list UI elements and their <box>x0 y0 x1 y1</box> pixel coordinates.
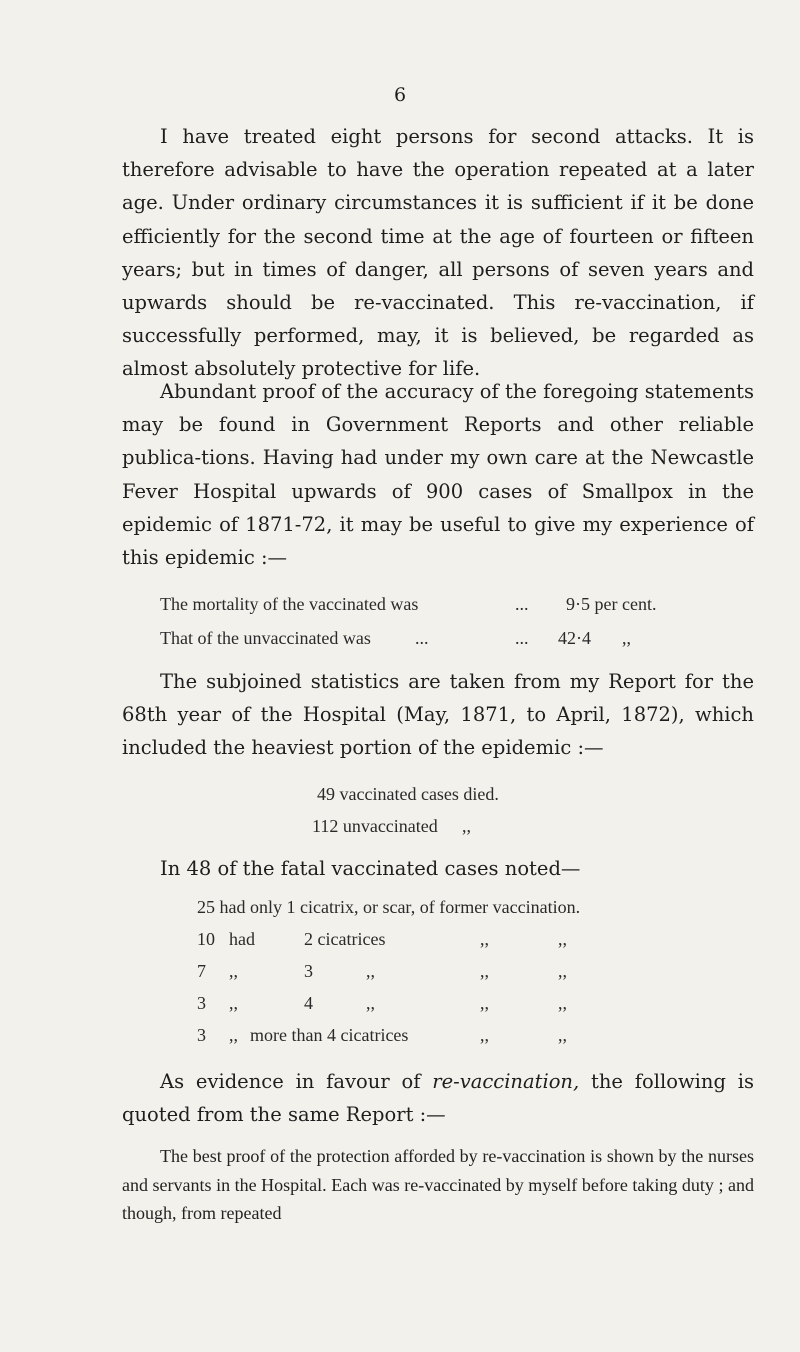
cicatrix-row-2-count: 10 <box>197 929 215 949</box>
mortality-unvaccinated-value: 42·4 <box>558 628 591 648</box>
paragraph-evidence-revaccination <box>122 1065 754 1131</box>
leader-dots: ... <box>415 628 429 648</box>
mortality-vaccinated-label: The mortality of the vaccinated was <box>160 594 419 614</box>
ditto-mark: ,, <box>558 929 567 949</box>
ditto-mark: ,, <box>366 961 375 981</box>
leader-dots: ... <box>515 628 529 648</box>
ditto-mark: ,, <box>480 961 489 981</box>
ditto-mark: ,, <box>462 816 471 836</box>
cicatrix-row-5-desc: more than 4 cicatrices <box>250 1025 409 1045</box>
evidence-emphasis: re-vaccination, <box>432 1070 580 1093</box>
paragraph-abundant-proof: Abundant proof of the accuracy of the foregoing statements may be found in Government Reports and other reliable publica-tions. Having had under my own care at the Newcastle Fever Hospital upwards of 900 cases of Smallpox in the epidemic of 1871-72, it may be useful to give my experience of this epidemic :— <box>122 380 754 570</box>
ditto-mark: ,, <box>229 1025 238 1045</box>
leader-dots: ... <box>515 594 529 614</box>
cicatrix-row-2-desc: 2 cicatrices <box>304 929 386 949</box>
ditto-mark: ,, <box>558 1025 567 1045</box>
mortality-unvaccinated-label: That of the unvaccinated was <box>160 628 371 648</box>
cicatrix-row-3-count: 7 <box>197 961 206 981</box>
cicatrix-row-5-count: 3 <box>197 1025 206 1045</box>
evidence-text-after: the following is quoted from the same Report :— <box>122 1070 754 1127</box>
vaccinated-deaths: 49 vaccinated cases died. <box>317 784 499 804</box>
cicatrix-row-3-desc: 3 <box>304 961 313 981</box>
page-number: 6 <box>393 84 407 106</box>
ditto-mark: ,, <box>480 929 489 949</box>
cicatrix-row-1: 25 had only 1 cicatrix, or scar, of former vaccination. <box>197 897 581 917</box>
cicatrix-row-4-count: 3 <box>197 993 206 1013</box>
cicatrix-row-4-desc: 4 <box>304 993 313 1013</box>
mortality-vaccinated-value: 9·5 per cent. <box>566 594 657 614</box>
ditto-mark: ,, <box>558 993 567 1013</box>
paragraph-second-attacks: I have treated eight persons for second attacks. It is therefore advisable to have the operation repeated at a later age. Under ordinary circumstances it is sufficient if it be done efficiently for the second time at the age of fourteen or fifteen years; but in times of danger, all persons of seven years and upwards should be re-vaccinated. This re-vaccination, if successfully performed, may, it is believed, be regarded as almost absolutely protective for life. <box>122 125 754 381</box>
paragraph-fatal-cases: In 48 of the fatal vaccinated cases noted— <box>160 857 581 880</box>
unvaccinated-deaths: 112 unvaccinated <box>312 816 438 836</box>
evidence-text-before: As evidence in favour of <box>160 1070 433 1093</box>
ditto-mark: ,, <box>366 993 375 1013</box>
ditto-mark: ,, <box>622 628 631 648</box>
quoted-report-excerpt: The best proof of the protection afforded by re-vaccination is shown by the nurses and servants in the Hospital. Each was re-vaccinated by myself before taking duty ; and though, from repeated <box>122 1146 754 1223</box>
ditto-mark: ,, <box>229 993 238 1013</box>
ditto-mark: ,, <box>229 961 238 981</box>
ditto-mark: ,, <box>558 961 567 981</box>
paragraph-subjoined-statistics: The subjoined statistics are taken from my Report for the 68th year of the Hospital (May, 1871, to April, 1872), which included the heaviest portion of the epidemic :— <box>122 670 754 760</box>
cicatrix-row-2-had: had <box>229 929 255 949</box>
ditto-mark: ,, <box>480 993 489 1013</box>
ditto-mark: ,, <box>480 1025 489 1045</box>
